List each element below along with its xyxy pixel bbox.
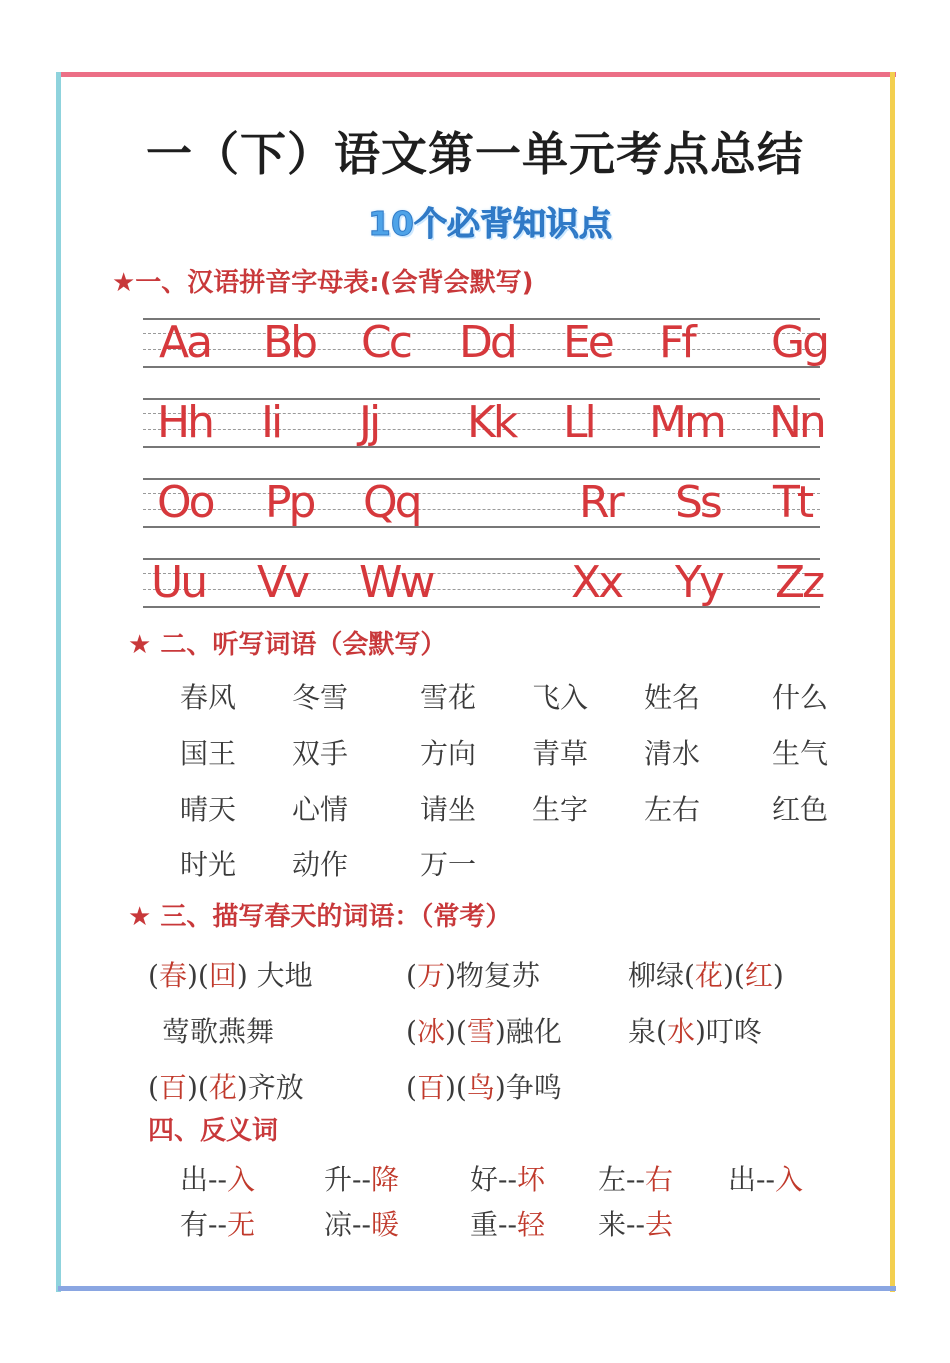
letter-pair: Kk: [467, 397, 516, 448]
antonym-pair: 升--降: [324, 1163, 399, 1196]
dictation-word: 双手: [292, 737, 349, 770]
letter-pair: Xx: [571, 557, 622, 608]
dictation-word: 方向: [420, 737, 477, 770]
dictation-word: 春风: [180, 681, 237, 714]
page-subtitle: 10个必背知识点: [368, 204, 612, 243]
antonym-pair: 左--右: [598, 1163, 673, 1196]
spring-phrase: (冰)(雪)融化: [406, 1015, 562, 1048]
antonym-pair: 有--无: [180, 1208, 255, 1241]
letter-pair: Ee: [563, 317, 612, 368]
dictation-word: 国王: [180, 737, 237, 770]
dictation-word: 生气: [772, 737, 829, 770]
dictation-word: 时光: [180, 848, 237, 881]
letter-pair: Uu: [151, 557, 206, 608]
letter-pair: Vv: [257, 557, 308, 608]
dictation-word: 请坐: [420, 793, 477, 826]
letter-pair: Oo: [157, 477, 213, 528]
antonym-pair: 重--轻: [470, 1208, 545, 1241]
letter-pair: Jj: [359, 397, 379, 448]
antonym-pair: 好--坏: [470, 1163, 545, 1196]
spring-phrase: 莺歌燕舞: [162, 1015, 275, 1048]
letter-pair: Ss: [675, 477, 720, 528]
letter-pair: Ii: [261, 397, 281, 448]
letter-pair: Rr: [579, 477, 622, 528]
section-heading-spring-words: ★ 三、描写春天的词语：（常考）: [128, 902, 512, 932]
letter-row-1: [143, 317, 828, 368]
dictation-word: 生字: [532, 793, 589, 826]
frame-top-border: [58, 72, 896, 77]
letter-pair: Ff: [659, 317, 694, 368]
spring-phrase: 泉(水)叮咚: [628, 1015, 762, 1048]
spring-phrase: (万)物复苏: [406, 959, 540, 992]
letter-pair: Yy: [675, 557, 722, 608]
antonym-pair: 来--去: [598, 1208, 673, 1241]
dictation-word: 晴天: [180, 793, 237, 826]
dictation-word: 红色: [772, 793, 829, 826]
dictation-word: 万一: [420, 848, 477, 881]
dictation-word: 心情: [292, 793, 349, 826]
antonym-pair: 出--入: [728, 1163, 803, 1196]
spring-phrase: (百)(花)齐放: [148, 1071, 304, 1104]
antonym-pair: 凉--暖: [324, 1208, 399, 1241]
section-heading-alphabet: ★一、汉语拼音字母表:(会背会默写): [112, 268, 534, 298]
spring-phrase: 柳绿(花)(红): [628, 959, 784, 992]
dictation-word: 什么: [772, 681, 829, 714]
letter-pair: Dd: [459, 317, 515, 368]
letter-pair: Ll: [563, 397, 594, 448]
dictation-word: 青草: [532, 737, 589, 770]
dictation-word: 雪花: [420, 681, 477, 714]
letter-pair: Aa: [159, 317, 211, 368]
spring-phrase: (百)(鸟)争鸣: [406, 1071, 562, 1104]
dictation-word: 冬雪: [292, 681, 349, 714]
frame-right-border: [890, 72, 895, 1292]
section-heading-dictation: ★ 二、听写词语（会默写）: [128, 630, 447, 660]
frame-bottom-border: [58, 1286, 896, 1291]
dictation-word: 动作: [292, 848, 349, 881]
dictation-word: 清水: [644, 737, 701, 770]
dictation-word: 姓名: [644, 681, 701, 714]
letter-pair: Mm: [649, 397, 724, 448]
letter-pair: Pp: [265, 477, 314, 528]
section-heading-antonyms: 四、反义词: [148, 1116, 279, 1146]
letter-pair: Tt: [773, 477, 812, 528]
letter-row-2: [143, 397, 824, 448]
letter-pair: Bb: [263, 317, 316, 368]
letter-pair: Qq: [363, 477, 420, 528]
letter-pair: Zz: [775, 557, 823, 608]
dictation-word: 飞入: [532, 681, 589, 714]
letter-pair: Nn: [769, 397, 824, 448]
letter-row-4: [143, 557, 823, 608]
letter-pair: Ww: [359, 557, 433, 608]
letter-row-3: [143, 478, 820, 528]
letter-pair: Hh: [157, 397, 212, 448]
dictation-word: 左右: [644, 793, 701, 826]
frame-left-border: [56, 72, 61, 1292]
letter-pair: Gg: [771, 317, 828, 368]
letter-pair: Cc: [361, 317, 410, 368]
antonym-pair: 出--入: [180, 1163, 255, 1196]
spring-phrase: (春)(回) 大地: [148, 959, 313, 992]
page-title: 一（下）语文第一单元考点总结: [146, 127, 804, 181]
